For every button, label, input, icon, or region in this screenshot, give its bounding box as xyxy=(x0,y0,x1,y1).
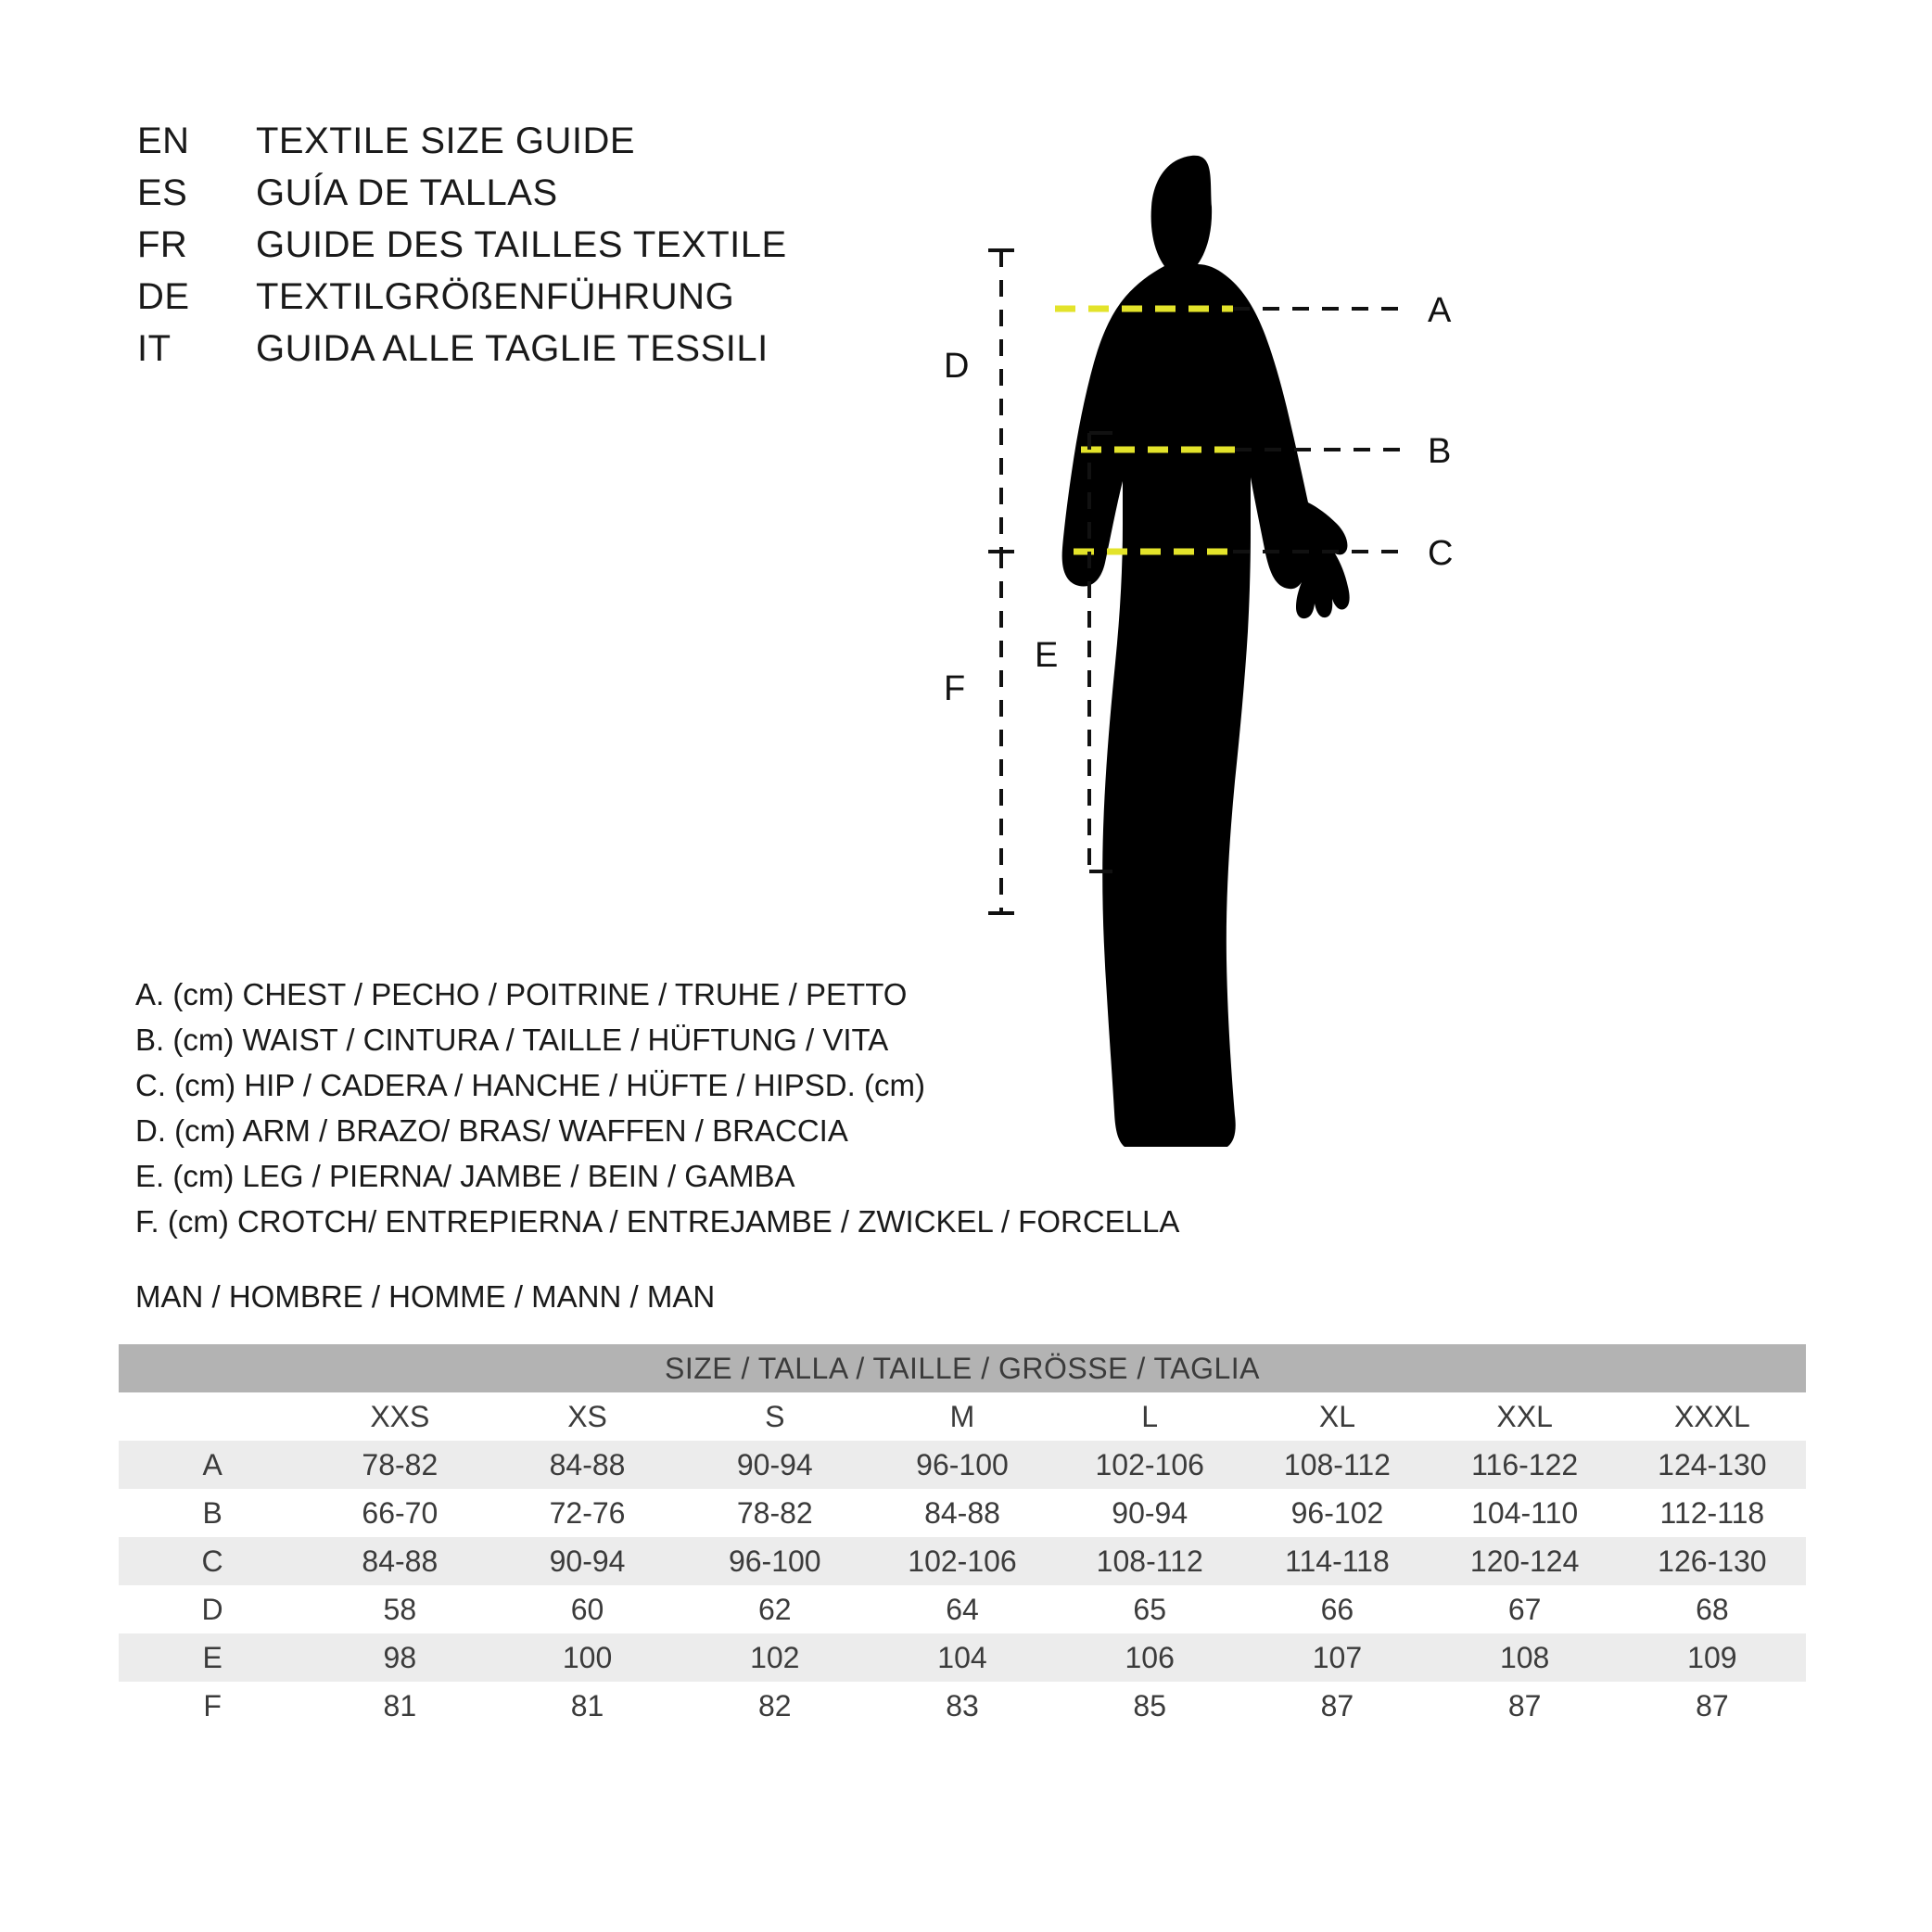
legend-item-e: E. (cm) LEG / PIERNA/ JAMBE / BEIN / GAMBA xyxy=(135,1159,795,1193)
cell-f-xxxl: 87 xyxy=(1619,1682,1806,1730)
column-header-m: M xyxy=(869,1392,1056,1441)
label-b: B xyxy=(1428,432,1452,471)
table-row xyxy=(119,1633,1806,1682)
size-table-wrapper xyxy=(119,1344,1806,1730)
body-measurement-diagram xyxy=(944,88,1854,1247)
cell-e-xxl: 108 xyxy=(1431,1633,1619,1682)
table-row xyxy=(119,1441,1806,1489)
table-row xyxy=(119,1585,1806,1633)
cell-d-xl: 66 xyxy=(1243,1585,1430,1633)
cell-a-xs: 84-88 xyxy=(493,1441,680,1489)
cell-f-xxs: 81 xyxy=(306,1682,493,1730)
column-header-xxs: XXS xyxy=(306,1392,493,1441)
cell-e-l: 106 xyxy=(1056,1633,1243,1682)
cell-f-m: 83 xyxy=(869,1682,1056,1730)
cell-f-xs: 81 xyxy=(493,1682,680,1730)
cell-b-xl: 96-102 xyxy=(1243,1489,1430,1537)
language-title-de: TEXTILGRÖßENFÜHRUNG xyxy=(256,276,735,317)
column-header-xl: XL xyxy=(1243,1392,1430,1441)
column-header-l: L xyxy=(1056,1392,1243,1441)
row-label-f: F xyxy=(119,1682,306,1730)
cell-b-xxxl: 112-118 xyxy=(1619,1489,1806,1537)
language-code-es: ES xyxy=(137,172,188,213)
column-header-xxl: XXL xyxy=(1431,1392,1619,1441)
table-row xyxy=(119,1682,1806,1730)
cell-f-xxl: 87 xyxy=(1431,1682,1619,1730)
man-silhouette-icon xyxy=(1062,156,1350,1147)
column-header-xxxl: XXXL xyxy=(1619,1392,1806,1441)
cell-f-l: 85 xyxy=(1056,1682,1243,1730)
table-header-label: SIZE / TALLA / TAILLE / GRÖSSE / TAGLIA xyxy=(119,1344,1806,1392)
cell-a-xxl: 116-122 xyxy=(1431,1441,1619,1489)
language-title-it: GUIDA ALLE TAGLIE TESSILI xyxy=(256,328,769,369)
cell-c-xl: 114-118 xyxy=(1243,1537,1430,1585)
cell-d-xs: 60 xyxy=(493,1585,680,1633)
label-f: F xyxy=(944,669,966,708)
language-code-de: DE xyxy=(137,276,190,317)
cell-d-xxxl: 68 xyxy=(1619,1585,1806,1633)
language-title-es: GUÍA DE TALLAS xyxy=(256,172,558,213)
dimension-bracket-d xyxy=(988,250,1014,552)
cell-b-s: 78-82 xyxy=(681,1489,869,1537)
cell-a-s: 90-94 xyxy=(681,1441,869,1489)
label-a: A xyxy=(1428,291,1452,330)
language-row-de xyxy=(137,276,897,328)
legend-item-f: F. (cm) CROTCH/ ENTREPIERNA / ENTREJAMBE / ZWICKEL / FORCELLA xyxy=(135,1204,1180,1239)
language-title-block xyxy=(137,121,897,380)
cell-a-l: 102-106 xyxy=(1056,1441,1243,1489)
cell-e-m: 104 xyxy=(869,1633,1056,1682)
cell-c-s: 96-100 xyxy=(681,1537,869,1585)
table-corner-cell xyxy=(119,1392,306,1441)
table-columns-row xyxy=(119,1392,1806,1441)
label-e: E xyxy=(1035,636,1059,675)
cell-e-xxs: 98 xyxy=(306,1633,493,1682)
cell-c-xs: 90-94 xyxy=(493,1537,680,1585)
column-header-xs: XS xyxy=(493,1392,680,1441)
legend-item-c: C. (cm) HIP / CADERA / HANCHE / HÜFTE / HIPSD. (cm) xyxy=(135,1068,925,1102)
cell-c-m: 102-106 xyxy=(869,1537,1056,1585)
cell-d-l: 65 xyxy=(1056,1585,1243,1633)
cell-d-m: 64 xyxy=(869,1585,1056,1633)
cell-e-xxxl: 109 xyxy=(1619,1633,1806,1682)
table-row xyxy=(119,1489,1806,1537)
cell-e-s: 102 xyxy=(681,1633,869,1682)
language-code-en: EN xyxy=(137,121,190,161)
cell-d-s: 62 xyxy=(681,1585,869,1633)
dimension-bracket-f xyxy=(988,552,1014,913)
cell-a-xl: 108-112 xyxy=(1243,1441,1430,1489)
cell-d-xxs: 58 xyxy=(306,1585,493,1633)
row-label-c: C xyxy=(119,1537,306,1585)
cell-a-xxxl: 124-130 xyxy=(1619,1441,1806,1489)
label-c: C xyxy=(1428,534,1454,573)
cell-c-xxs: 84-88 xyxy=(306,1537,493,1585)
language-code-it: IT xyxy=(137,328,172,369)
language-row-es xyxy=(137,172,897,224)
cell-e-xl: 107 xyxy=(1243,1633,1430,1682)
legend-item-d: D. (cm) ARM / BRAZO/ BRAS/ WAFFEN / BRACCIA xyxy=(135,1113,848,1148)
column-header-s: S xyxy=(681,1392,869,1441)
language-row-fr xyxy=(137,224,897,276)
size-table xyxy=(119,1344,1806,1730)
cell-c-xxl: 120-124 xyxy=(1431,1537,1619,1585)
language-row-en xyxy=(137,121,897,172)
language-code-fr: FR xyxy=(137,224,188,265)
cell-b-l: 90-94 xyxy=(1056,1489,1243,1537)
cell-b-xs: 72-76 xyxy=(493,1489,680,1537)
cell-f-s: 82 xyxy=(681,1682,869,1730)
table-row xyxy=(119,1537,1806,1585)
cell-e-xs: 100 xyxy=(493,1633,680,1682)
table-header-row xyxy=(119,1344,1806,1392)
row-label-b: B xyxy=(119,1489,306,1537)
cell-b-xxl: 104-110 xyxy=(1431,1489,1619,1537)
cell-b-xxs: 66-70 xyxy=(306,1489,493,1537)
cell-a-m: 96-100 xyxy=(869,1441,1056,1489)
legend-item-b: B. (cm) WAIST / CINTURA / TAILLE / HÜFTUNG / VITA xyxy=(135,1023,889,1057)
legend-item-a: A. (cm) CHEST / PECHO / POITRINE / TRUHE / PETTO xyxy=(135,977,908,1011)
cell-d-xxl: 67 xyxy=(1431,1585,1619,1633)
cell-b-m: 84-88 xyxy=(869,1489,1056,1537)
gender-label: MAN / HOMBRE / HOMME / MANN / MAN xyxy=(135,1279,716,1314)
cell-f-xl: 87 xyxy=(1243,1682,1430,1730)
row-label-a: A xyxy=(119,1441,306,1489)
cell-c-l: 108-112 xyxy=(1056,1537,1243,1585)
language-title-fr: GUIDE DES TAILLES TEXTILE xyxy=(256,224,787,265)
row-label-d: D xyxy=(119,1585,306,1633)
language-row-it xyxy=(137,328,897,380)
language-title-en: TEXTILE SIZE GUIDE xyxy=(256,121,636,161)
cell-c-xxxl: 126-130 xyxy=(1619,1537,1806,1585)
label-d: D xyxy=(944,347,970,386)
row-label-e: E xyxy=(119,1633,306,1682)
cell-a-xxs: 78-82 xyxy=(306,1441,493,1489)
